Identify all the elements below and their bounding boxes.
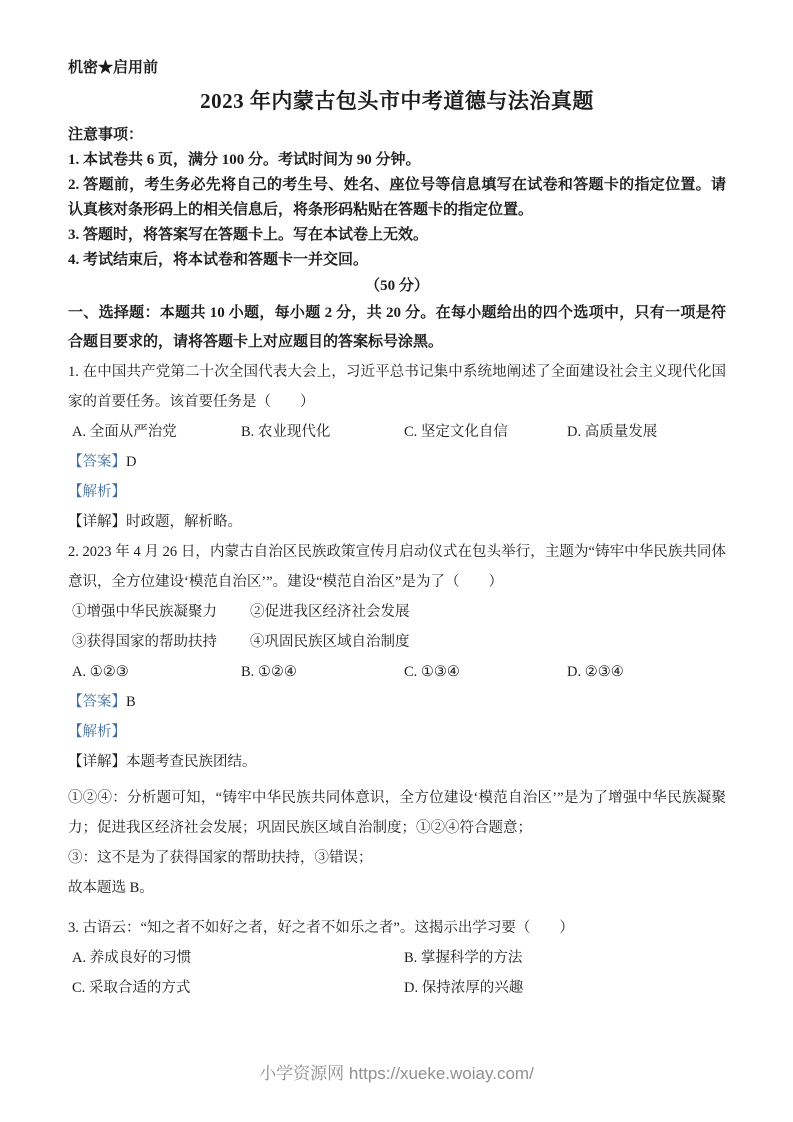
question-2-option-b: B. ①②④ [241,664,297,680]
question-1 [68,357,726,537]
notice-item-1: 1. 本试卷共 6 页，满分 100 分。考试时间为 90 分钟。 [68,152,421,168]
secrecy-label: 机密★启用前 [68,60,159,76]
question-2 [68,537,726,903]
question-1-detail-line [68,507,726,537]
question-1-options [68,417,726,447]
question-1-option-b: B. 农业现代化 [241,424,331,440]
notice-heading: 注意事项： [68,127,144,143]
question-2-options [68,657,726,687]
question-1-answer: D [126,454,137,470]
question-3-option-c: C. 采取合适的方式 [72,980,191,996]
question-2-stem: 2. 2023 年 4 月 26 日，内蒙古自治区民族政策宣传月启动仪式在包头举行，主题为“铸牢中华民族共同体意识，全方位建设‘模范自治区’”。建设“模范自治区”是为了（ ） [68,544,726,590]
question-1-analysis-line [68,477,726,507]
section-score: （50 分） [365,278,429,294]
question-2-explanation-3: 故本题选 B。 [68,880,154,896]
question-2-option-c: C. ①③④ [404,664,460,680]
footer-watermark [0,1062,793,1086]
answer-label: 【答案】 [68,454,126,470]
question-2-answer: B [126,694,136,710]
question-2-statement-4: ④巩固民族区域自治制度 [250,634,410,650]
question-2-option-d: D. ②③④ [567,664,624,680]
analysis-label: 【解析】 [68,484,126,500]
notice-item-3: 3. 答题时，将答案写在答题卡上。写在本试卷上无效。 [68,227,429,243]
question-3-options [68,943,726,1003]
question-2-statement-2: ②促进我区经济社会发展 [250,604,410,620]
question-1-stem: 1. 在中国共产党第二十次全国代表大会上，习近平总书记集中系统地阐述了全面建设社会主义现代化国家的首要任务。该首要任务是（ ） [68,364,726,410]
question-3-option-d: D. 保持浓厚的兴趣 [404,980,524,996]
footer-site-link[interactable]: https://xueke.woiay.com/ [348,1064,534,1083]
notice-item-2: 2. 答题前，考生务必先将自己的考生号、姓名、座位号等信息填写在试卷和答题卡的指定位置。请认真核对条形码上的相关信息后，将条形码粘贴在答题卡的指定位置。 [68,177,726,218]
question-1-option-d: D. 高质量发展 [567,424,658,440]
question-2-answer-line [68,687,726,717]
question-2-detail-line [68,747,726,777]
analysis-label: 【解析】 [68,724,126,740]
question-2-explanation [68,783,726,903]
question-2-explanation-1: ①②④：分析题可知，“铸牢中华民族共同体意识，全方位建设‘模范自治区’”是为了增强中华民族凝聚力；促进我区经济社会发展；巩固民族区域自治制度；①②④符合题意； [68,790,726,836]
question-2-statement-3: ③获得国家的帮助扶持 [72,634,217,650]
footer-site-name: 小学资源网 [259,1064,345,1083]
question-3-stem: 3. 古语云：“知之者不如好之者，好之者不如乐之者”。这揭示出学习要（ ） [68,920,574,936]
answer-label: 【答案】 [68,694,126,710]
question-2-detail: 本题考查民族团结。 [126,754,257,770]
section-heading: 一、选择题：本题共 10 小题，每小题 2 分，共 20 分。在每小题给出的四个选项中，只有一项是符合题目要求的，请将答题卡上对应题目的答案标号涂黑。 [68,305,726,350]
page-title: 2023 年内蒙古包头市中考道德与法治真题 [200,89,594,113]
question-1-option-a: A. 全面从严治党 [72,424,177,440]
question-1-answer-line [68,447,726,477]
question-2-explanation-2: ③：这不是为了获得国家的帮助扶持，③错误； [68,850,373,866]
detail-label: 【详解】 [68,754,126,770]
question-3 [68,913,726,1003]
question-2-option-a: A. ①②③ [72,664,129,680]
question-2-statements [68,597,726,657]
notice-item-4: 4. 考试结束后，将本试卷和答题卡一并交回。 [68,252,369,268]
question-3-option-a: A. 养成良好的习惯 [72,950,192,966]
question-3-option-b: B. 掌握科学的方法 [404,950,523,966]
question-1-option-c: C. 坚定文化自信 [404,424,508,440]
question-2-statement-1: ①增强中华民族凝聚力 [72,604,217,620]
detail-label: 【详解】 [68,514,126,530]
question-1-detail: 时政题，解析略。 [126,514,242,530]
question-2-analysis-line [68,717,726,747]
